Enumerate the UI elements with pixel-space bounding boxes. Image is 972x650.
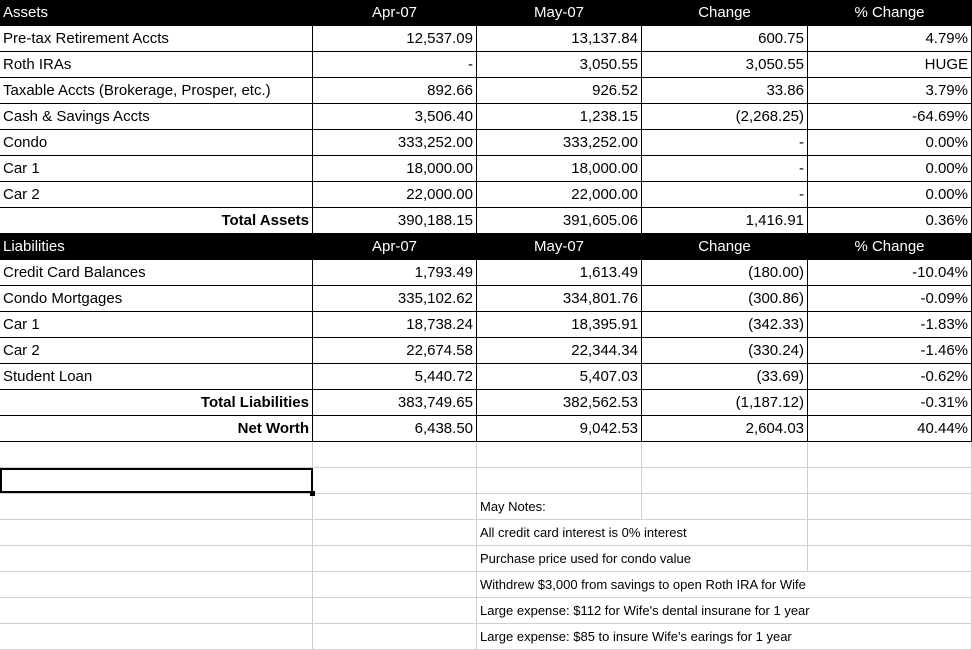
change-cell[interactable]: 33.86 — [642, 78, 808, 103]
table-row — [0, 260, 972, 286]
empty-cell[interactable] — [477, 442, 642, 467]
apr-value-cell[interactable]: 335,102.62 — [313, 286, 477, 311]
may-value-cell[interactable]: 18,000.00 — [477, 156, 642, 181]
table-row — [0, 286, 972, 312]
pct-change-cell[interactable]: -0.31% — [808, 390, 972, 415]
pct-change-cell[interactable]: -1.83% — [808, 312, 972, 337]
pct-change-cell[interactable]: -0.09% — [808, 286, 972, 311]
may-value-cell[interactable]: 18,395.91 — [477, 312, 642, 337]
may-value-cell[interactable]: 3,050.55 — [477, 52, 642, 77]
header-cell[interactable]: Change — [642, 0, 808, 25]
row-label-cell[interactable]: Car 1 — [0, 156, 313, 181]
may-value-cell[interactable]: 1,613.49 — [477, 260, 642, 285]
apr-value-cell[interactable]: 12,537.09 — [313, 26, 477, 51]
may-value-cell[interactable]: 334,801.76 — [477, 286, 642, 311]
change-cell[interactable]: 2,604.03 — [642, 416, 808, 441]
row-label-cell[interactable]: Car 2 — [0, 182, 313, 207]
may-value-cell[interactable]: 382,562.53 — [477, 390, 642, 415]
empty-row — [0, 442, 972, 468]
pct-change-cell[interactable]: 0.00% — [808, 182, 972, 207]
change-cell[interactable]: (300.86) — [642, 286, 808, 311]
may-value-cell[interactable]: 5,407.03 — [477, 364, 642, 389]
pct-change-cell[interactable]: -64.69% — [808, 104, 972, 129]
empty-cell[interactable] — [642, 572, 808, 597]
empty-cell[interactable] — [313, 598, 477, 623]
note-cell[interactable]: Withdrew $3,000 from savings to open Roth IRA for Wife — [480, 577, 806, 592]
empty-cell[interactable] — [808, 546, 972, 571]
header-cell[interactable]: May-07 — [477, 0, 642, 25]
pct-change-cell[interactable]: 4.79% — [808, 26, 972, 51]
empty-cell[interactable] — [642, 624, 808, 649]
note-cell[interactable]: All credit card interest is 0% interest — [480, 525, 687, 540]
apr-value-cell[interactable]: 1,793.49 — [313, 260, 477, 285]
pct-change-cell[interactable]: 3.79% — [808, 78, 972, 103]
notes-row — [0, 494, 972, 520]
empty-cell[interactable] — [808, 494, 972, 519]
note-cell[interactable]: Large expense: $85 to insure Wife's earings for 1 year — [480, 629, 792, 644]
notes-row — [0, 572, 972, 598]
may-value-cell[interactable]: 926.52 — [477, 78, 642, 103]
apr-value-cell[interactable]: 6,438.50 — [313, 416, 477, 441]
change-cell[interactable]: (330.24) — [642, 338, 808, 363]
empty-cell[interactable] — [477, 468, 642, 493]
change-cell[interactable]: (180.00) — [642, 260, 808, 285]
empty-cell[interactable] — [642, 546, 808, 571]
empty-cell[interactable] — [0, 546, 313, 571]
row-label-cell[interactable]: Taxable Accts (Brokerage, Prosper, etc.) — [0, 78, 313, 103]
apr-value-cell[interactable]: - — [313, 52, 477, 77]
empty-row — [0, 468, 972, 494]
apr-value-cell[interactable]: 5,440.72 — [313, 364, 477, 389]
pct-change-cell[interactable]: 0.00% — [808, 156, 972, 181]
total-assets-label[interactable]: Total Assets — [0, 208, 313, 233]
row-label-cell[interactable]: Condo — [0, 130, 313, 155]
note-cell[interactable]: Purchase price used for condo value — [480, 551, 692, 566]
table-row — [0, 104, 972, 130]
notes-row — [0, 598, 972, 624]
active-cell-selection[interactable] — [0, 468, 313, 493]
may-value-cell[interactable]: 9,042.53 — [477, 416, 642, 441]
table-row — [0, 78, 972, 104]
empty-cell[interactable] — [313, 572, 477, 597]
row-label-cell[interactable]: Student Loan — [0, 364, 313, 389]
header-cell[interactable]: % Change — [808, 0, 972, 25]
table-row — [0, 364, 972, 390]
may-value-cell[interactable]: 22,344.34 — [477, 338, 642, 363]
row-label-cell[interactable]: Cash & Savings Accts — [0, 104, 313, 129]
empty-cell[interactable] — [808, 520, 972, 545]
apr-value-cell[interactable]: 22,674.58 — [313, 338, 477, 363]
apr-value-cell[interactable]: 390,188.15 — [313, 208, 477, 233]
empty-cell[interactable] — [808, 572, 972, 597]
header-cell[interactable]: Apr-07 — [313, 234, 477, 259]
total-assets-row — [0, 208, 972, 234]
change-cell[interactable]: - — [642, 156, 808, 181]
empty-cell[interactable] — [313, 546, 477, 571]
empty-cell[interactable] — [313, 624, 477, 649]
change-cell[interactable]: (342.33) — [642, 312, 808, 337]
change-cell[interactable]: (1,187.12) — [642, 390, 808, 415]
pct-change-cell[interactable]: -1.46% — [808, 338, 972, 363]
empty-cell[interactable] — [313, 442, 477, 467]
liabilities-header-row — [0, 234, 972, 260]
apr-value-cell[interactable]: 22,000.00 — [313, 182, 477, 207]
header-cell[interactable]: Assets — [0, 0, 313, 25]
change-cell[interactable]: 600.75 — [642, 26, 808, 51]
pct-change-cell[interactable]: HUGE — [808, 52, 972, 77]
empty-cell[interactable] — [808, 442, 972, 467]
change-cell[interactable]: - — [642, 130, 808, 155]
change-cell[interactable]: (2,268.25) — [642, 104, 808, 129]
empty-cell[interactable] — [0, 442, 313, 467]
may-value-cell[interactable]: 391,605.06 — [477, 208, 642, 233]
empty-cell[interactable] — [642, 598, 808, 623]
assets-header-row — [0, 0, 972, 26]
row-label-cell[interactable]: Condo Mortgages — [0, 286, 313, 311]
table-row — [0, 52, 972, 78]
table-row — [0, 26, 972, 52]
empty-cell[interactable] — [0, 572, 313, 597]
row-label-cell[interactable]: Credit Card Balances — [0, 260, 313, 285]
table-row — [0, 156, 972, 182]
empty-cell[interactable] — [642, 442, 808, 467]
may-value-cell[interactable]: 1,238.15 — [477, 104, 642, 129]
header-cell[interactable]: Liabilities — [0, 234, 313, 259]
may-value-cell[interactable]: 22,000.00 — [477, 182, 642, 207]
apr-value-cell[interactable]: 18,000.00 — [313, 156, 477, 181]
empty-cell[interactable] — [0, 494, 313, 519]
empty-cell[interactable] — [0, 624, 313, 649]
table-row — [0, 338, 972, 364]
empty-cell[interactable] — [642, 468, 808, 493]
header-cell[interactable]: Change — [642, 234, 808, 259]
may-value-cell[interactable]: 333,252.00 — [477, 130, 642, 155]
empty-cell[interactable] — [808, 598, 972, 623]
notes-heading[interactable]: May Notes: — [477, 494, 642, 519]
pct-change-cell[interactable]: 40.44% — [808, 416, 972, 441]
empty-cell[interactable] — [808, 468, 972, 493]
empty-cell[interactable] — [642, 494, 808, 519]
empty-cell[interactable] — [808, 624, 972, 649]
table-row — [0, 130, 972, 156]
header-cell[interactable]: May-07 — [477, 234, 642, 259]
notes-row — [0, 520, 972, 546]
empty-cell[interactable] — [313, 494, 477, 519]
row-label-cell[interactable]: Car 2 — [0, 338, 313, 363]
change-cell[interactable]: (33.69) — [642, 364, 808, 389]
total-liabilities-row — [0, 390, 972, 416]
row-label-cell[interactable]: Car 1 — [0, 312, 313, 337]
apr-value-cell[interactable]: 333,252.00 — [313, 130, 477, 155]
net-worth-label[interactable]: Net Worth — [0, 416, 313, 441]
empty-cell[interactable] — [0, 598, 313, 623]
apr-value-cell[interactable]: 18,738.24 — [313, 312, 477, 337]
net-worth-row — [0, 416, 972, 442]
total-liabilities-label[interactable]: Total Liabilities — [0, 390, 313, 415]
pct-change-cell[interactable]: 0.36% — [808, 208, 972, 233]
pct-change-cell[interactable]: -0.62% — [808, 364, 972, 389]
header-cell[interactable]: Apr-07 — [313, 0, 477, 25]
pct-change-cell[interactable]: 0.00% — [808, 130, 972, 155]
apr-value-cell[interactable]: 892.66 — [313, 78, 477, 103]
empty-cell[interactable] — [642, 520, 808, 545]
table-row — [0, 182, 972, 208]
notes-row — [0, 546, 972, 572]
apr-value-cell[interactable]: 383,749.65 — [313, 390, 477, 415]
empty-cell[interactable] — [0, 520, 313, 545]
empty-cell[interactable] — [313, 468, 477, 493]
may-value-cell[interactable]: 13,137.84 — [477, 26, 642, 51]
notes-row — [0, 624, 972, 650]
apr-value-cell[interactable]: 3,506.40 — [313, 104, 477, 129]
change-cell[interactable]: - — [642, 182, 808, 207]
change-cell[interactable]: 1,416.91 — [642, 208, 808, 233]
empty-cell[interactable] — [313, 520, 477, 545]
pct-change-cell[interactable]: -10.04% — [808, 260, 972, 285]
header-cell[interactable]: % Change — [808, 234, 972, 259]
change-cell[interactable]: 3,050.55 — [642, 52, 808, 77]
row-label-cell[interactable]: Pre-tax Retirement Accts — [0, 26, 313, 51]
note-cell[interactable]: Large expense: $112 for Wife's dental insurane for 1 year — [480, 603, 810, 618]
row-label-cell[interactable]: Roth IRAs — [0, 52, 313, 77]
table-row — [0, 312, 972, 338]
